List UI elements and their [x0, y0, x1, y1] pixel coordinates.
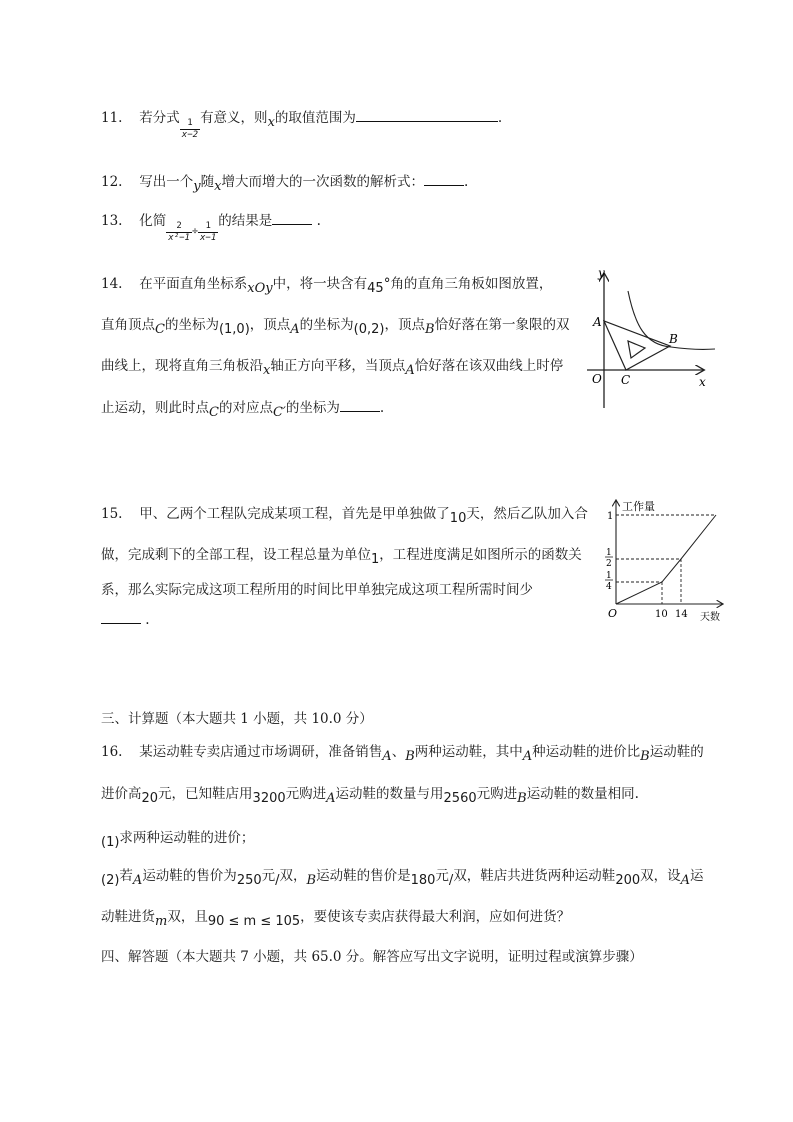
point-a-label: A [593, 315, 602, 329]
x-tick-10: 10 [655, 609, 668, 620]
text: 恰好落在第一象限的双 [434, 317, 570, 333]
question-number: 12. [101, 174, 123, 190]
section-3-heading: 三、计算题（本大题共 1 小题，共 10.0 分） [101, 711, 373, 727]
y-label: y [598, 266, 605, 280]
text: 元购进 [476, 786, 518, 802]
origin-label: O [608, 607, 618, 620]
q15-line2 [101, 543, 582, 567]
denominator: x−1 [200, 233, 217, 243]
math-number: 10 [449, 511, 467, 526]
math-number: 200 [615, 873, 641, 888]
text: 轴正方向平移，当顶点 [270, 358, 406, 374]
y-tick-half [605, 548, 613, 569]
text: 做，完成剩下的全部工程，设工程总量为单位 [101, 547, 371, 563]
x-axis-label: 天数 [700, 612, 720, 623]
math-number: 20 [141, 791, 159, 806]
math-var: x [214, 179, 222, 194]
math-number: 45 [367, 281, 384, 296]
math-var: B [425, 322, 435, 337]
q16-line1 [101, 740, 704, 764]
fraction [166, 221, 192, 244]
text: 写出一个 [139, 174, 194, 190]
text: 在平面直角坐标系 [139, 276, 248, 292]
denominator: x²−1 [168, 233, 190, 243]
part-number: (2) [101, 873, 120, 888]
math-var: B [517, 791, 527, 806]
text: 运动鞋的数量相同. [526, 786, 639, 802]
q16-line2 [101, 782, 639, 806]
y-axis-label: 工作量 [622, 500, 655, 513]
progress-line [616, 515, 716, 604]
math-var: A [522, 749, 533, 764]
math-var: A [326, 791, 336, 806]
text: °角的直角三角板如图放置， [383, 276, 553, 292]
q14-line2 [101, 313, 570, 337]
q15-line1 [101, 502, 588, 526]
answer-blank [101, 623, 141, 624]
text: 双， [279, 868, 307, 884]
text: 若 [119, 868, 133, 884]
text: 运动鞋的 [649, 744, 704, 760]
q14-figure [585, 260, 725, 415]
guide-lines [616, 515, 716, 604]
question-number: 16. [101, 744, 123, 760]
text: . [145, 612, 150, 628]
section-4-heading: 四、解答题（本大题共 7 小题，共 65.0 分。解答应写出文字说明，证明过程或演算步骤） [101, 949, 643, 965]
text: 天，然后乙队加入合 [466, 506, 588, 522]
text: 元，已知鞋店用 [158, 786, 253, 802]
text: 元 [261, 868, 276, 884]
text: 两种运动鞋，其中 [414, 744, 523, 760]
q16-part2-line2 [101, 905, 571, 929]
question-number: 11. [101, 110, 123, 126]
text: 的坐标为 [299, 317, 354, 333]
svg-text:2: 2 [606, 559, 612, 569]
math-var: A [132, 873, 143, 888]
numerator: 1 [180, 118, 200, 130]
question-11 [101, 106, 503, 140]
math-number: (1,0) [218, 322, 250, 337]
text: ，顶点 [384, 317, 425, 333]
text: 运 [690, 868, 704, 884]
math-var: B [405, 749, 415, 764]
math-number: 2560 [443, 791, 477, 806]
text: 某运动鞋专卖店通过市场调研，准备销售 [139, 744, 383, 760]
math-var: C [209, 405, 219, 420]
question-13 [101, 209, 321, 243]
q15-line3: 系，那么实际完成这项工程所用的时间比甲单独完成这项工程所需时间少 [101, 582, 533, 598]
math-slash: / [448, 873, 454, 888]
svg-text:1: 1 [606, 571, 612, 581]
math-var: xOy [247, 281, 273, 296]
math-var: A [382, 749, 392, 764]
x-tick-14: 14 [675, 609, 688, 620]
text: 进价高 [101, 786, 142, 802]
text: ，工程进度满足如图所示的函数关 [379, 547, 582, 563]
text: ，要使该专卖店获得最大利润，应如何进货？ [300, 909, 571, 925]
fraction [180, 118, 200, 141]
math-var: A [290, 322, 300, 337]
question-number: 14. [101, 276, 123, 292]
text: 动鞋进货 [101, 909, 155, 925]
text: 运动鞋的数量与用 [335, 786, 444, 802]
text: 运动鞋的售价为 [142, 868, 237, 884]
svg-text:4: 4 [606, 582, 612, 592]
text: 种运动鞋的进价比 [532, 744, 641, 760]
math-var: C′ [272, 405, 286, 420]
fraction [198, 221, 218, 244]
math-var: B [306, 873, 317, 888]
svg-text:1: 1 [606, 548, 612, 558]
q15-line4 [101, 612, 150, 628]
text: 随 [200, 174, 215, 190]
denominator: x−2 [181, 130, 199, 140]
text: . [316, 213, 321, 229]
text: 止运动，则此时点 [101, 400, 209, 416]
text: ，顶点 [249, 317, 291, 333]
text: 双，鞋店共进货两种运动鞋 [453, 868, 616, 884]
text: . [379, 400, 385, 416]
y-tick-1: 1 [607, 511, 614, 522]
y-tick-quarter [605, 571, 613, 592]
triangle [604, 321, 670, 370]
math-var: A [680, 873, 691, 888]
text: 的对应点 [218, 400, 273, 416]
point-b-label: B [669, 332, 678, 346]
origin-label: O [592, 372, 602, 386]
question-number: 15. [101, 506, 123, 522]
math-var: x [267, 115, 275, 130]
math-var: x [263, 363, 271, 378]
q14-line4 [101, 396, 385, 420]
text: . [464, 174, 469, 190]
q16-part1 [101, 826, 255, 850]
text: 甲、乙两个工程队完成某项工程，首先是甲单独做了 [139, 506, 450, 522]
text: 曲线上，现将直角三角板沿 [101, 358, 263, 374]
text: 的取值范围为 [274, 110, 356, 126]
text: 中，将一块含有 [272, 276, 368, 292]
text: 若分式 [139, 110, 180, 126]
answer-blank [272, 224, 312, 225]
answer-blank [356, 121, 498, 122]
text: 双，且 [167, 909, 208, 925]
numerator: 2 [166, 221, 192, 233]
q14-line1 [101, 272, 553, 296]
text: 双，设 [640, 868, 681, 884]
text: 增大而增大的一次函数的解析式： [221, 174, 424, 190]
text: 元 [435, 868, 449, 884]
text: 直角顶点 [101, 317, 155, 333]
math-var: m [155, 914, 168, 929]
point-c-label: C [621, 373, 631, 387]
answer-blank [424, 185, 464, 186]
answer-blank [340, 411, 380, 412]
math-var: B [640, 749, 650, 764]
q14-line3 [101, 354, 564, 378]
math-var: C [155, 322, 165, 337]
text: 元购进 [285, 786, 327, 802]
text: 恰好落在该双曲线上时停 [414, 358, 564, 374]
math-var: y [193, 179, 201, 194]
question-12 [101, 170, 469, 194]
part-number: (1) [101, 835, 120, 850]
inner-triangle [628, 341, 645, 358]
math-inequality: 90 ≤ m ≤ 105 [207, 914, 301, 929]
text: 化简 [139, 213, 167, 229]
text: 有意义，则 [200, 110, 268, 126]
q15-chart [595, 495, 730, 625]
text: 的坐标为 [164, 317, 219, 333]
text: 的结果是 [218, 213, 273, 229]
math-var: A [405, 363, 415, 378]
text: 运动鞋的售价是 [316, 868, 411, 884]
text: 求两种运动鞋的进价； [119, 830, 255, 846]
math-number: 1 [371, 552, 380, 567]
text: 、 [391, 744, 406, 760]
math-number: 250 [236, 873, 262, 888]
math-number: (0,2) [353, 322, 385, 337]
divide-operator: ÷ [191, 226, 199, 237]
math-slash: / [275, 873, 280, 888]
q16-part2-line1 [101, 864, 704, 888]
text: 的坐标为 [285, 400, 340, 416]
question-number: 13. [101, 213, 123, 229]
numerator: 1 [198, 221, 218, 233]
text: . [497, 110, 503, 126]
math-number: 3200 [252, 791, 286, 806]
math-number: 180 [410, 873, 436, 888]
x-label: x [699, 375, 706, 389]
